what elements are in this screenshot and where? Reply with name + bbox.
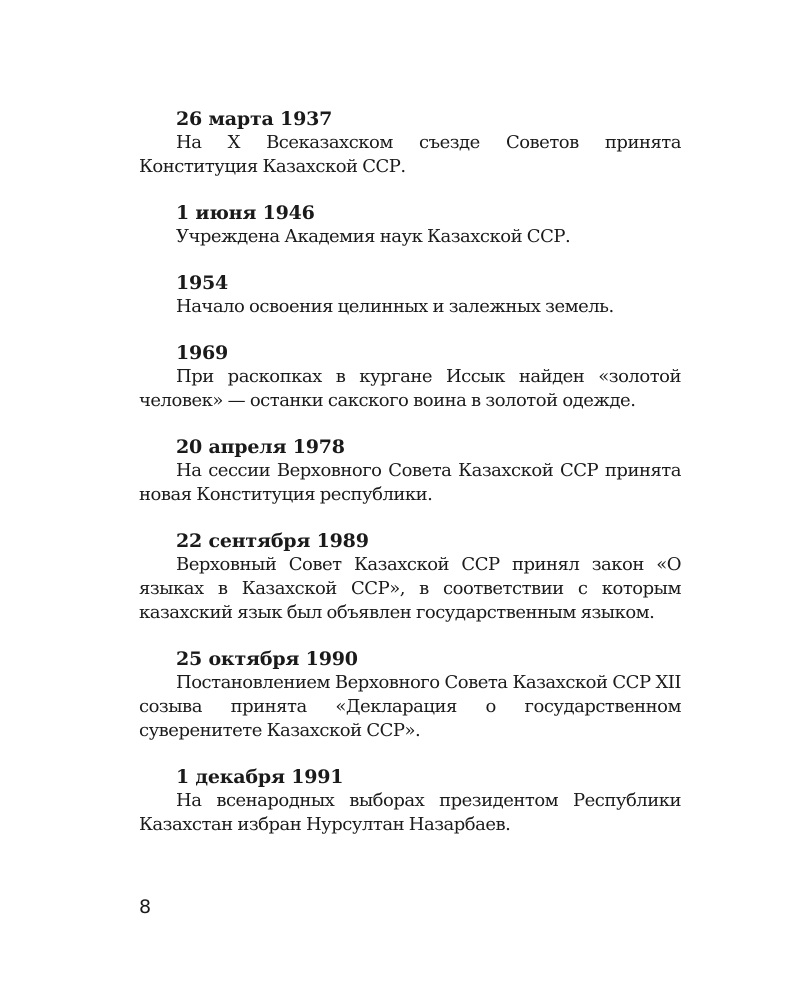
- entry-date: 1 июня 1946: [176, 202, 315, 224]
- page-number: 8: [139, 896, 152, 918]
- entry-text: Учреждена Академия наук Казахской ССР.: [176, 226, 571, 247]
- entry-text: На сессии Верховного Совета Казахской ССР принята новая Конституция республики.: [139, 460, 681, 505]
- chronology-entry: [139, 107, 681, 179]
- entry-date: 20 апреля 1978: [176, 436, 345, 458]
- entry-text: Постановлением Верховного Совета Казахской ССР XII созыва принята «Декларация о государственном суверенитете Казахской ССР».: [139, 672, 681, 741]
- entry-date: 1969: [176, 342, 229, 364]
- chronology-entry: [139, 341, 681, 413]
- chronology-entry: [139, 529, 681, 625]
- chronology-list: [139, 107, 681, 859]
- chronology-entry: [139, 271, 681, 319]
- chronology-entry: [139, 201, 681, 249]
- chronology-entry: [139, 435, 681, 507]
- entry-date: 25 октября 1990: [176, 648, 358, 670]
- entry-date: 22 сентября 1989: [176, 530, 369, 552]
- entry-text: На X Всеказахском съезде Советов принята Конституция Казахской ССР.: [139, 132, 681, 177]
- chronology-entry: [139, 765, 681, 837]
- entry-text: При раскопках в кургане Иссык найден «золотой человек» — останки сакского воина в золотой одежде.: [139, 366, 681, 411]
- entry-text: Верховный Совет Казахской ССР принял закон «О языках в Казахской ССР», в соответствии с которым казахский язык был объявлен государственным языком.: [139, 554, 681, 623]
- entry-text: На всенародных выборах президентом Республики Казахстан избран Нурсултан Назарбаев.: [139, 790, 681, 835]
- chronology-entry: [139, 647, 681, 743]
- entry-date: 26 марта 1937: [176, 108, 333, 130]
- entry-date: 1 декабря 1991: [176, 766, 344, 788]
- entry-date: 1954: [176, 272, 229, 294]
- entry-text: Начало освоения целинных и залежных земель.: [176, 296, 614, 317]
